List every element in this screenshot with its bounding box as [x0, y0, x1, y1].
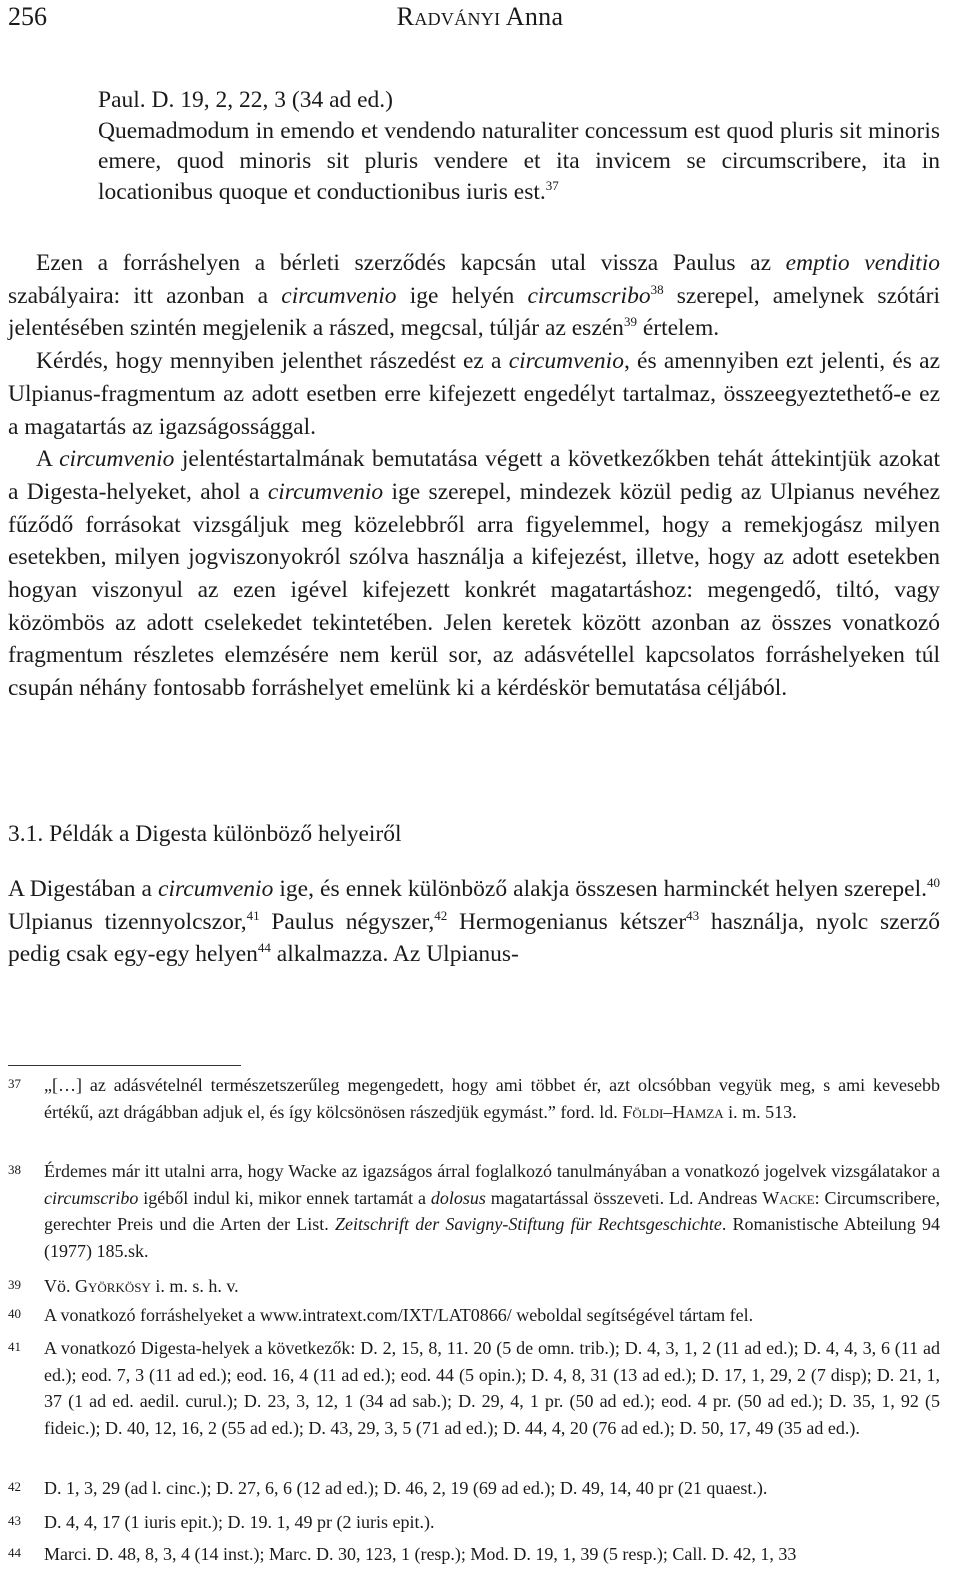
text: Kérdés, hogy mennyiben jelenthet rászedést ez a — [36, 348, 509, 375]
footnote-text — [44, 1072, 940, 1125]
text: A — [36, 446, 60, 473]
footnote-43 — [8, 1509, 940, 1536]
footnote-ref-42[interactable]: 42 — [434, 907, 448, 923]
footnote-41 — [8, 1335, 940, 1441]
text: jelentéstartalmának bemutatása végett a következőkben tehát áttekintjük azokat a Digesta-helyeket, ahol a — [8, 446, 940, 505]
paragraph-2 — [8, 345, 940, 443]
text: alkalmazza. Az Ulpianus- — [270, 941, 519, 968]
text: Ezen a forráshelyen a bérleti szerződés kapcsán utal vissza Paulus az — [36, 250, 786, 276]
text: : Circumscribere, gerechter Preis und die Arten der List. — [44, 1187, 940, 1234]
footnote-number: 41 — [8, 1339, 21, 1354]
footnote-ref-43[interactable]: 43 — [686, 907, 700, 923]
text: ige, és ennek különböző alakja összesen harminckét helyen szerepel. — [273, 876, 927, 902]
footnote-number: 42 — [8, 1479, 21, 1494]
text: Hermogenianus kétszer — [447, 908, 687, 935]
footnote-number: 37 — [8, 1076, 21, 1091]
quote-text — [98, 116, 940, 208]
footnote-39 — [8, 1273, 940, 1300]
text: szabályaira: itt azonban a — [8, 282, 282, 309]
text: Érdemes már itt utalni arra, hogy Wacke az igazságos árral foglalkozó tanulmányában a vonatkozó jogelvek vizsgálatakor a — [44, 1161, 940, 1181]
footnote-number: 39 — [8, 1277, 21, 1292]
text: ige helyén — [396, 282, 528, 309]
footnote-text — [44, 1158, 940, 1264]
text: A Digestában a — [8, 876, 159, 902]
text: használja, nyolc szerző pedig csak egy-egy helyen — [8, 908, 940, 968]
author-name: Wacke — [762, 1187, 815, 1208]
author-name: Györkösy — [75, 1276, 151, 1296]
text: igéből indul ki, mikor ennek tartamát a — [138, 1187, 431, 1208]
term-italic: circumvenio — [158, 876, 274, 902]
term-italic: circumvenio — [281, 282, 397, 309]
body-text-section — [8, 873, 940, 971]
footnote-text: D. 4, 4, 17 (1 iuris epit.); D. 19. 1, 49 pr (2 iuris epit.). — [44, 1512, 435, 1532]
term-italic: circumvenio — [508, 348, 624, 375]
text: Ulpianus tizennyolcszor, — [8, 908, 247, 935]
text: „[…] az adásvételnél természetszerűleg megengedett, hogy ami többet ér, azt olcsóbban vegyük meg, s ami kevesebb értékű, azt drágábban adjuk el, és így kölcsönösen rászedjük egymást.” ford. ld. — [44, 1075, 940, 1122]
section-heading: 3.1. Példák a Digesta különböző helyeiről — [8, 821, 402, 847]
footnote-ref-37[interactable]: 37 — [545, 177, 559, 193]
footnote-40 — [8, 1302, 940, 1329]
quote-body: Quemadmodum in emendo et vendendo naturaliter concessum est quod pluris sit minoris emere, quod minoris sit pluris vendere et ita invicem se circumscribere, ita in locationibus quoque et conductionibus iuris est. — [98, 117, 940, 205]
text: . Romanistische Abteilung 94 (1977) 185.sk. — [44, 1214, 940, 1261]
paragraph-1 — [8, 247, 940, 345]
text: magatartással összeveti. Ld. Andreas — [485, 1187, 763, 1208]
footnote-ref-40[interactable]: 40 — [927, 875, 940, 891]
paragraph-4 — [8, 873, 940, 971]
footnote-number: 43 — [8, 1513, 21, 1528]
term-italic: circumvenio — [267, 478, 384, 505]
footnote-text: A vonatkozó Digesta-helyek a következők: D. 2, 15, 8, 11. 20 (5 de omn. trib.); D. 4, 3, 1, 2 (11 ad ed.); D. 4, 4, 3, 6 (11 ad ed.); eod. 7, 3 (11 ad ed.); eod. 16, 4 (11 ad ed.); eod. 44 (5 opin.); D. 4, 8, 31 (13 ad ed.); D. 17, 1, 29, 2 (7 disp); D. 21, 1, 37 (1 ad ed. aedil. curul.); D. 23, 3, 12, 1 (34 ad sab.); D. 29, 4, 1 pr. (50 ad ed.); eod. 4 pr. (50 ad ed.); D. 35, 1, 92 (5 fideic.); D. 40, 12, 16, 2 (55 ad ed.); D. 43, 29, 3, 5 (71 ad ed.); D. 44, 4, 20 (76 ad ed.); D. 50, 17, 49 (35 ad ed.). — [44, 1338, 940, 1438]
text: , és amennyiben ezt jelenti, és az Ulpianus-fragmentum az adott esetben erre kifejezett engedélyt tartalmaz, összeegyeztethető-e ez a magatartás az igazságossággal. — [8, 348, 940, 440]
journal-title: Zeitschrift der Savigny-Stiftung für Rechtsgeschichte — [334, 1214, 722, 1234]
term-italic: dolosus — [430, 1187, 486, 1208]
footnote-ref-38[interactable]: 38 — [650, 281, 664, 297]
author-given-name: Anna — [505, 2, 564, 31]
author-name: Földi–Hamza — [622, 1101, 724, 1122]
page-number: 256 — [8, 2, 47, 31]
term-italic: circumscribo — [527, 282, 651, 309]
footnote-number: 38 — [8, 1162, 21, 1177]
text: Paulus négyszer, — [259, 908, 435, 935]
quote-source: Paul. D. 19, 2, 22, 3 (34 ad ed.) — [98, 87, 394, 113]
footnote-38 — [8, 1158, 940, 1264]
text: i. m. s. h. v. — [150, 1276, 239, 1296]
author-surname: Radványi — [396, 2, 501, 31]
text: értelem. — [636, 315, 720, 342]
text: ige szerepel, mindezek közül pedig az Ulpianus nevéhez fűződő forrásokat vizsgáljuk meg közelebbről arra figyelemmel, hogy a remekjogász milyen esetekben, milyen jogviszonyokról szólva használja a kifejezést, illetve, hogy az adott esetekben hogyan viszonyul az ezen igével kifejezett konkrét magatartáshoz: megengedő, tiltó, vagy közömbös az adott cselekedet tekintetében. Jelen keretek között azonban az összes vonatkozó fragmentum részletes elemzésére nem kerül sor, az adásvétellel kapcsolatos forráshelyeken túl csupán néhány fontosabb forráshelyet emelünk ki a kérdéskör bemutatása céljából. — [8, 478, 941, 702]
footnote-42 — [8, 1475, 940, 1502]
footnote-separator — [8, 1065, 241, 1066]
paragraph-3 — [8, 443, 940, 705]
footnote-44 — [8, 1541, 940, 1568]
footnote-number: 44 — [8, 1545, 21, 1560]
text: Vö. — [44, 1276, 75, 1296]
footnote-ref-41[interactable]: 41 — [246, 907, 260, 923]
text: i. m. 513. — [723, 1101, 797, 1122]
running-header-author — [0, 2, 960, 32]
footnote-text — [44, 1273, 940, 1300]
term-italic: circumvenio — [59, 446, 175, 473]
text: szerepel, amelynek szótári jelentésében szintén megjelenik a rászed, megcsal, túljár az eszén — [8, 282, 940, 342]
footnote-ref-44[interactable]: 44 — [257, 940, 271, 956]
body-text — [8, 247, 940, 705]
footnote-text[interactable]: A vonatkozó forráshelyeket a www.intratext.com/IXT/LAT0866/ weboldal segítségével tártam fel. — [44, 1305, 754, 1325]
footnote-text: Marci. D. 48, 8, 3, 4 (14 inst.); Marc. D. 30, 123, 1 (resp.); Mod. D. 19, 1, 39 (5 resp.); Call. D. 42, 1, 33 — [44, 1544, 797, 1564]
term-italic: emptio venditio — [785, 250, 940, 276]
term-italic: circumscribo — [44, 1187, 139, 1208]
footnote-text: D. 1, 3, 29 (ad l. cinc.); D. 27, 6, 6 (12 ad ed.); D. 46, 2, 19 (69 ad ed.); D. 49, 14, 40 pr (21 quaest.). — [44, 1478, 768, 1498]
latin-quote-block — [98, 85, 940, 207]
footnote-number: 40 — [8, 1306, 21, 1321]
footnote-37 — [8, 1072, 940, 1125]
footnote-ref-39[interactable]: 39 — [623, 314, 637, 330]
